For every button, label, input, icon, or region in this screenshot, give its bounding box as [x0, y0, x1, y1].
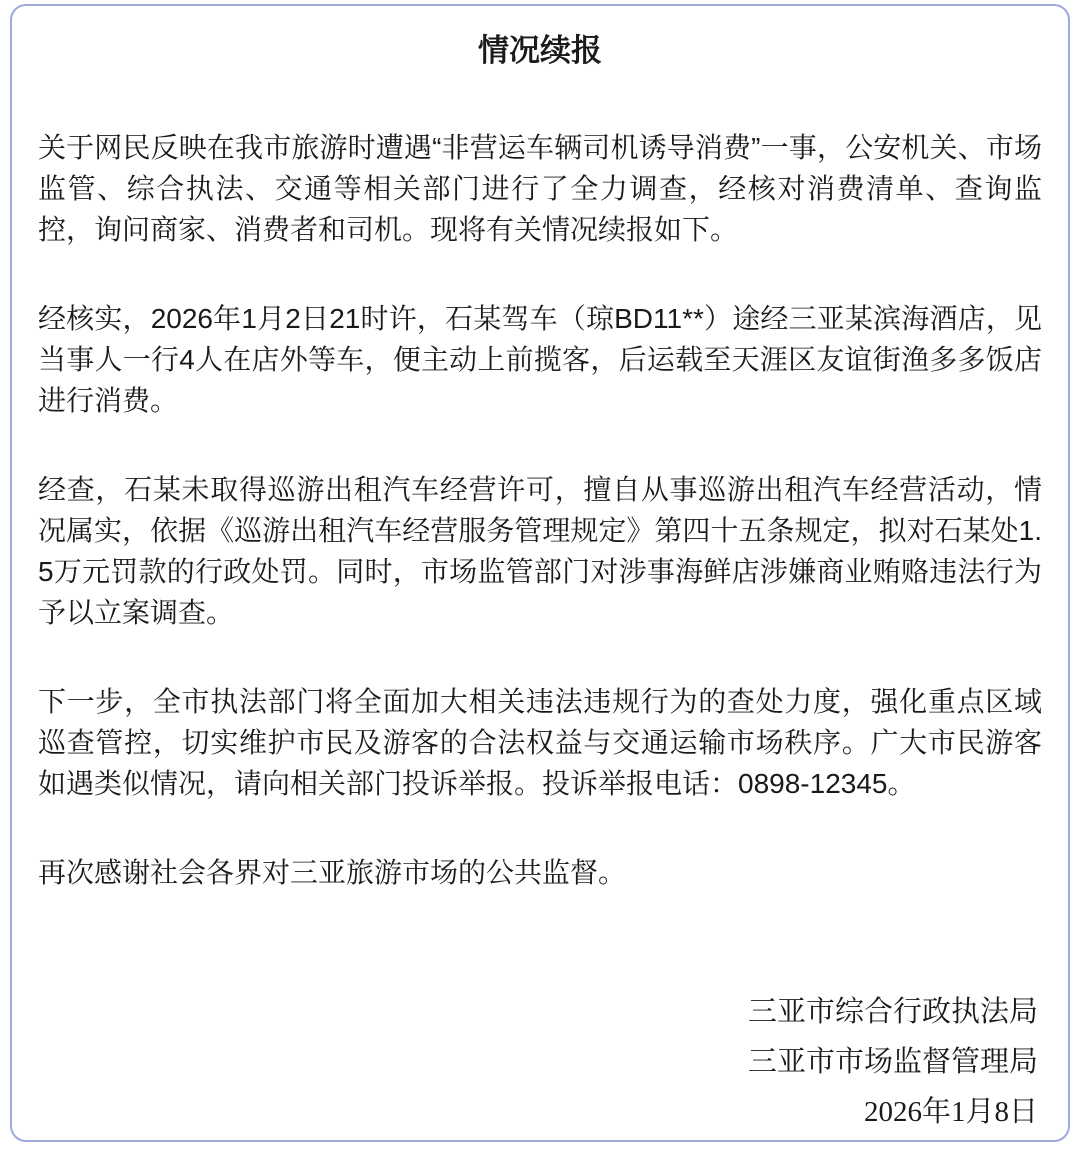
paragraph-next-steps: 下一步，全市执法部门将全面加大相关违法违规行为的查处力度，强化重点区域巡查管控，切实维护市民及游客的合法权益与交通运输市场秩序。广大市民游客如遇类似情况，请向相关部门投诉举报。投诉举报电话：0898-12345。: [38, 686, 1042, 799]
signature-date: 2026年1月8日: [863, 1096, 1038, 1128]
signature-org-2: 三亚市市场监督管理局: [747, 1046, 1038, 1078]
announcement-card: [10, 4, 1070, 1142]
paragraph-incident-facts: 经核实，2026年1月2日21时许，石某驾车（琼BD11**）途经三亚某滨海酒店，见当事人一行4人在店外等车，便主动上前揽客，后运载至天涯区友谊街渔多多饭店进行消费。: [38, 303, 1042, 416]
announcement-body: [38, 127, 1042, 893]
signature-block: [38, 987, 1042, 1137]
paragraph-thanks: 再次感谢社会各界对三亚旅游市场的公共监督。: [38, 857, 627, 888]
paragraph-penalty: 经查，石某未取得巡游出租汽车经营许可，擅自从事巡游出租汽车经营活动，情况属实，依据《巡游出租汽车经营服务管理规定》第四十五条规定，拟对石某处1.5万元罚款的行政处罚。同时，市场监管部门对涉事海鲜店涉嫌商业贿赂违法行为予以立案调查。: [38, 474, 1042, 628]
paragraph-intro: 关于网民反映在我市旅游时遭遇“非营运车辆司机诱导消费”一事，公安机关、市场监管、综合执法、交通等相关部门进行了全力调查，经核对消费清单、查询监控，询问商家、消费者和司机。现将有关情况续报如下。: [38, 132, 1042, 245]
signature-org-1: 三亚市综合行政执法局: [747, 996, 1038, 1028]
page-title: 情况续报: [478, 33, 602, 68]
